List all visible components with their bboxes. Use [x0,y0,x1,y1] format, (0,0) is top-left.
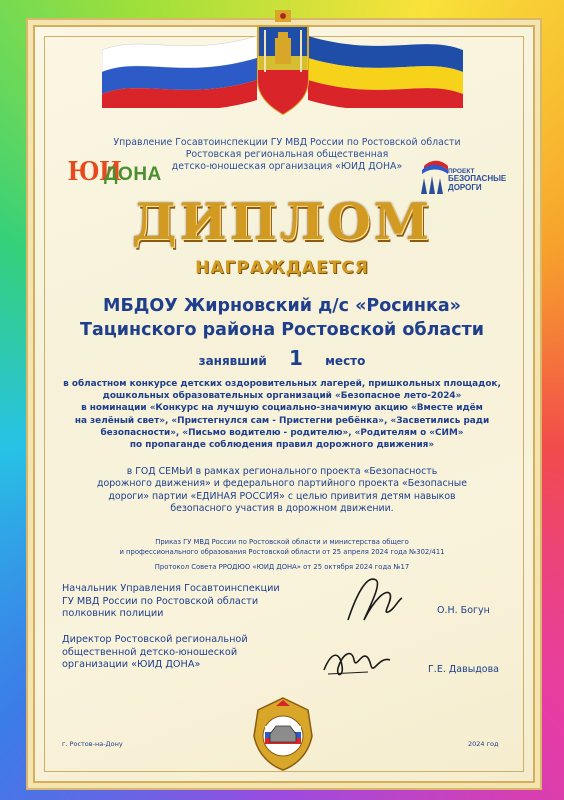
place-prefix: занявший [198,354,267,368]
project-line-4: безопасного участия в дорожном движении. [170,503,394,515]
russian-flag-icon [102,28,257,108]
diploma-title: ДИПЛОМ [131,192,433,251]
recipient-line-2: Тацинского района Ростовской области [80,320,484,340]
signature-1-icon [338,570,408,630]
contest-line-4: на зелёный свет», «Пристегнулся сам - Пристегни ребёнка», «Засветились ради [74,415,490,426]
order-line-2: и профессионального образования Ростовской области от 25 апреля 2024 года №302/411 [119,547,445,556]
order-line-1: Приказ ГУ МВД России по Ростовской области и министерства общего [155,538,409,546]
footer-city: г. Ростов-на-Дону [62,740,123,748]
order-reference [90,538,474,573]
signer-2-title [62,634,282,672]
footer-year: 2024 год [468,740,499,748]
header-line-1: Управление Госавтоинспекции ГУ МВД России по Ростовской области [113,137,461,148]
safe-roads-title-line2: ДОРОГИ [448,182,482,192]
recipient-name [40,294,524,342]
contest-line-1: в областном конкурсе детских оздоровительных лагерей, пришкольных площадок, [63,379,501,389]
yuid-logo-part2: ДОНА [104,164,162,185]
recipient-line-1: МБДОУ Жирновский д/с «Росинка» [103,296,461,316]
signature-2-icon [318,640,393,685]
protocol-line: Протокол Совета РРОДЮО «ЮИД ДОНА» от 25 октября 2024 года №17 [154,563,410,571]
yuid-logo-part1: ЮИ [68,156,122,187]
signer-2-line-1: Директор Ростовской региональной [62,634,248,645]
place-number: 1 [289,346,303,370]
contest-description [55,378,509,451]
place-line [0,346,564,370]
signer-1-name: О.Н. Богун [437,605,490,616]
safe-roads-small-label: ПРОЕКТ [448,168,475,175]
safe-roads-title-line1: БЕЗОПАСНЫЕ [448,174,507,183]
awarded-subtitle: НАГРАЖДАЕТСЯ [195,258,369,278]
header-line-3: детско-юношеская организация «ЮИД ДОНА» [171,161,403,172]
contest-line-3: в номинации «Конкурс на лучшую социально-значимую акцию «Вместе идём [81,403,483,414]
signer-1-line-1: Начальник Управления Госавтоинспекции [62,583,280,594]
contest-line-6: по пропаганде соблюдения правил дорожного движения» [129,440,435,451]
header-line-2: Ростовская региональная общественная [185,149,389,160]
signer-2-line-2: общественной детско-юношеской [62,646,238,658]
safe-roads-emblem-icon [418,156,448,196]
signer-2-line-3: организации «ЮИД ДОНА» [62,659,201,670]
signer-2-name: Г.Е. Давыдова [428,664,499,675]
rostov-coat-of-arms-icon [253,10,313,118]
rostov-flag-icon [308,28,463,108]
signer-1-line-3: полковник полиции [62,608,164,619]
project-description [70,466,494,516]
place-suffix: место [325,354,366,368]
safe-roads-title [448,174,507,192]
safe-roads-logo [418,150,508,198]
signer-1-title [62,583,282,621]
signer-1-line-2: ГУ МВД России по Ростовской области [62,595,259,607]
traffic-police-badge-icon [248,696,318,772]
yuid-dona-logo [68,156,160,192]
project-line-1: в ГОД СЕМЬИ в рамках регионального проекта «Безопасность [126,466,438,477]
project-line-3: дороги» партии «ЕДИНАЯ РОССИЯ» с целью привития детям навыков [108,490,456,502]
contest-line-2: дошкольных образовательных организаций «Безопасное лето-2024» [102,391,462,402]
project-line-2: дорожного движения» и федерального партийного проекта «Безопасные [97,478,467,490]
contest-line-5: безопасности», «Письмо водителю - родителю», «Родителям о «СИМ» [100,427,464,438]
